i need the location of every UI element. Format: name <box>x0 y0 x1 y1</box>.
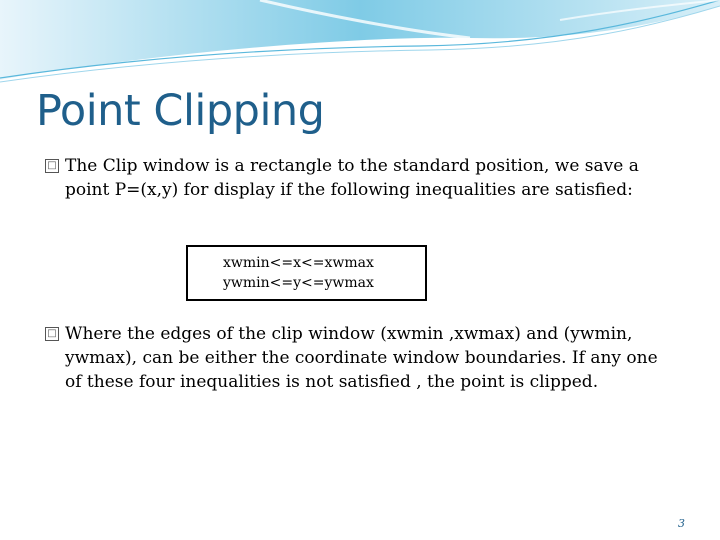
bullet-box-icon: □ <box>45 159 59 173</box>
inequality-x: xwmin<=x<=xwmax <box>223 255 374 271</box>
bullet-box-icon: □ <box>45 327 59 341</box>
page-number: 3 <box>678 517 685 530</box>
header-wave-decoration <box>0 0 720 90</box>
bullet-item <box>45 322 660 394</box>
bullet-item <box>45 154 660 202</box>
inequalities-box <box>186 245 427 301</box>
inequality-y: ywmin<=y<=ywmax <box>223 275 374 291</box>
bullet-text: Where the edges of the clip window (xwmin ,xwmax) and (ywmin, ywmax), can be either the coordinate window boundaries. If any one of these four inequalities is not satisfied , the point is clipped. <box>65 324 658 392</box>
page-title: Point Clipping <box>36 86 325 136</box>
bullet-text: The Clip window is a rectangle to the standard position, we save a point P=(x,y) for display if the following inequalities are satisfied: <box>65 156 639 200</box>
